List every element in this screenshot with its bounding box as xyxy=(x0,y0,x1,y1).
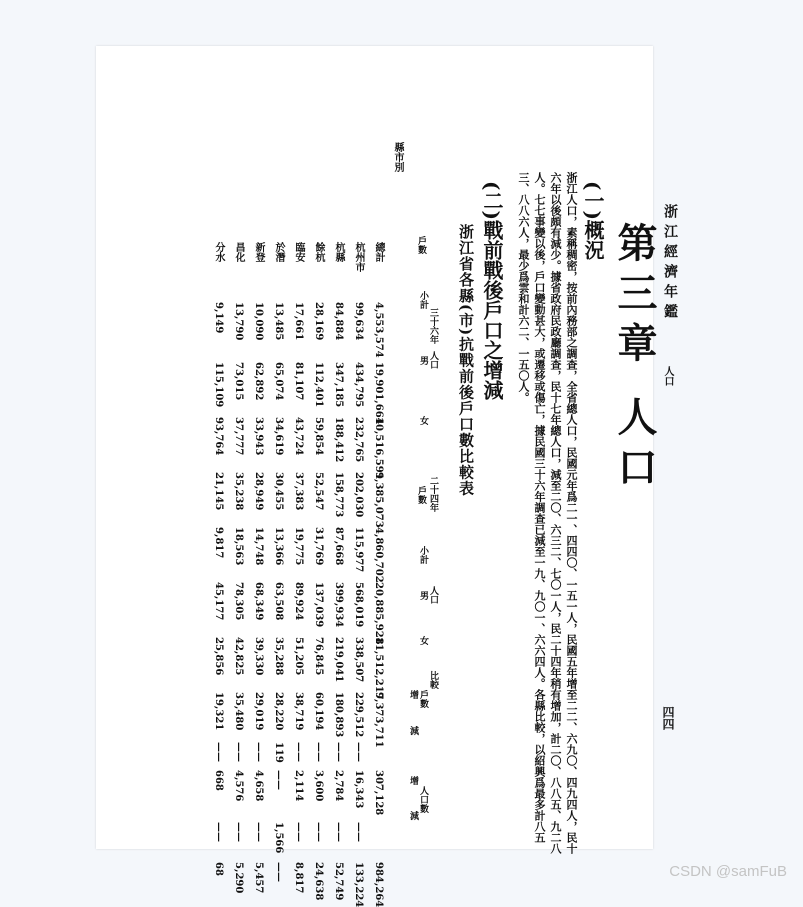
header-y24-hh: 戶數 xyxy=(416,486,426,504)
cell-female36: 158,773 xyxy=(333,472,344,518)
cell-pop-dec: 24,638 xyxy=(313,862,324,901)
cell-male36: 10,516,591 xyxy=(373,417,384,480)
cell-hh36: 9,149 xyxy=(213,302,224,334)
cell-hh36: 13,790 xyxy=(233,302,244,341)
cell-pop-inc: —— xyxy=(253,822,264,842)
running-header-section: 人口 xyxy=(662,366,673,386)
cell-hh24: 18,563 xyxy=(233,527,244,566)
cell-total36: 73,015 xyxy=(233,362,244,401)
cell-hh24: 13,366 xyxy=(273,527,284,566)
cell-hh-inc: —— xyxy=(353,742,364,762)
cell-pop-inc: —— xyxy=(313,822,324,842)
cell-hh-dec: 16,343 xyxy=(353,770,364,809)
header-cmp-hh-inc: 增 xyxy=(408,690,418,699)
header-y36-total: 小計 xyxy=(418,291,428,309)
cell-female24: 35,480 xyxy=(233,692,244,731)
cell-male36: 232,765 xyxy=(353,417,364,463)
cell-hh36: 99,634 xyxy=(353,302,364,341)
cell-male24: 42,825 xyxy=(233,637,244,676)
table-row xyxy=(213,142,235,876)
chapter-title: 第三章 人口 xyxy=(611,222,658,496)
cell-county: 臨安 xyxy=(293,242,304,262)
cell-pop-dec: 5,290 xyxy=(233,862,244,894)
section-heading-overview: (一)概況 xyxy=(581,181,605,260)
table-row xyxy=(333,142,355,901)
cell-county: 杭縣 xyxy=(333,242,344,262)
cell-total36: 112,401 xyxy=(313,362,324,408)
cell-female36: 35,238 xyxy=(233,472,244,511)
cell-female36: 9,385,073 xyxy=(373,472,384,528)
cell-pop-dec: 52,749 xyxy=(333,862,344,901)
cell-hh-dec: 4,658 xyxy=(253,770,264,802)
cell-hh-dec: 2,784 xyxy=(333,770,344,802)
header-y24-male: 男 xyxy=(418,591,428,600)
table-row xyxy=(353,142,375,907)
cell-hh36: 4,553,574 xyxy=(373,302,384,358)
cell-female24: 29,019 xyxy=(253,692,264,731)
cell-total36: 62,892 xyxy=(253,362,264,401)
cell-hh-inc: —— xyxy=(233,742,244,762)
cell-male24: 76,845 xyxy=(313,637,324,676)
cell-total36: 81,107 xyxy=(293,362,304,401)
cell-male24: 39,330 xyxy=(253,637,264,676)
cell-hh36: 17,661 xyxy=(293,302,304,341)
cell-pop-dec: 5,457 xyxy=(253,862,264,894)
cell-hh-inc: —— xyxy=(293,742,304,762)
cell-female36: 21,145 xyxy=(213,472,224,511)
cell-male24: 219,041 xyxy=(333,637,344,683)
cell-hh-dec: 4,576 xyxy=(233,770,244,802)
cell-county: 於潛 xyxy=(273,242,284,262)
header-y24: 二十四年 xyxy=(428,476,438,512)
cell-total24: 68,349 xyxy=(253,582,264,621)
cell-hh24: 9,817 xyxy=(213,527,224,559)
cell-total24: 399,934 xyxy=(333,582,344,628)
cell-total24: 89,924 xyxy=(293,582,304,621)
cell-total24: 20,885,928 xyxy=(373,582,384,645)
cell-total36: 65,074 xyxy=(273,362,284,401)
cell-pop-inc: —— xyxy=(213,822,224,842)
cell-female36: 52,547 xyxy=(313,472,324,511)
cell-pop-inc: —— xyxy=(293,822,304,842)
table-row xyxy=(313,142,335,901)
cell-total36: 115,109 xyxy=(213,362,224,408)
cell-hh-dec: 307,128 xyxy=(373,770,384,816)
cell-county: 昌化 xyxy=(233,242,244,262)
cell-pop-inc: —— xyxy=(353,822,364,842)
header-y24-pop: 人口 xyxy=(428,586,438,604)
cell-pop-dec: —— xyxy=(273,862,284,882)
header-cmp-pop: 人口數 xyxy=(418,786,428,813)
header-y36-female: 女 xyxy=(418,416,428,425)
watermark: CSDN @samFuB xyxy=(669,863,787,880)
header-compare: 比較 xyxy=(428,671,438,689)
cell-total24: 45,177 xyxy=(213,582,224,621)
cell-hh-dec: 2,114 xyxy=(293,770,304,802)
cell-pop-inc: 1,566 xyxy=(273,822,284,854)
cell-male36: 34,619 xyxy=(273,417,284,456)
cell-hh24: 4,860,702 xyxy=(373,527,384,583)
cell-female36: 202,030 xyxy=(353,472,364,518)
cell-county: 總計 xyxy=(373,242,384,262)
cell-county: 新登 xyxy=(253,242,264,262)
cell-hh-inc: 119 xyxy=(273,742,284,763)
cell-total36: 347,185 xyxy=(333,362,344,408)
cell-total36: 19,901,664 xyxy=(373,362,384,425)
cell-total24: 137,039 xyxy=(313,582,324,628)
cell-female36: 30,455 xyxy=(273,472,284,511)
table-row xyxy=(373,142,395,907)
table-row xyxy=(293,142,315,894)
section-heading-change: (二)戰前戰後戶口之增減 xyxy=(480,181,504,400)
cell-female24: 19,321 xyxy=(213,692,224,731)
cell-female36: 28,949 xyxy=(253,472,264,511)
cell-male36: 33,943 xyxy=(253,417,264,456)
header-y36-hh: 戶數 xyxy=(416,236,426,254)
table-row xyxy=(253,142,275,894)
cell-hh-dec: —— xyxy=(273,770,284,790)
cell-total24: 78,305 xyxy=(233,582,244,621)
cell-pop-dec: 984,264 xyxy=(373,862,384,907)
cell-female24: 38,719 xyxy=(293,692,304,731)
cell-pop-inc: —— xyxy=(333,822,344,842)
cell-male24: 25,856 xyxy=(213,637,224,676)
cell-female24: 28,220 xyxy=(273,692,284,731)
cell-male36: 37,777 xyxy=(233,417,244,456)
cell-hh24: 31,769 xyxy=(313,527,324,566)
header-y36: 三十六年 xyxy=(428,308,438,344)
page-number: 四四 xyxy=(661,706,675,730)
header-cmp-hh: 戶數 xyxy=(418,690,428,708)
header-county: 縣市別 xyxy=(392,142,403,172)
cell-male24: 51,205 xyxy=(293,637,304,676)
cell-county: 餘杭 xyxy=(313,242,324,262)
cell-female24: 229,512 xyxy=(353,692,364,738)
table-title: 浙江省各縣(市)抗戰前後戶口數比較表 xyxy=(457,224,475,497)
cell-hh-inc: —— xyxy=(313,742,324,762)
cell-pop-inc: —— xyxy=(233,822,244,842)
cell-pop-dec: 133,224 xyxy=(353,862,364,907)
cell-total24: 63,508 xyxy=(273,582,284,621)
cell-pop-dec: 8,817 xyxy=(293,862,304,894)
cell-hh24: 115,977 xyxy=(353,527,364,573)
cell-hh24: 19,775 xyxy=(293,527,304,566)
cell-male24: 35,288 xyxy=(273,637,284,676)
cell-pop-dec: 68 xyxy=(213,862,224,876)
cell-male36: 188,412 xyxy=(333,417,344,463)
cell-total24: 568,019 xyxy=(353,582,364,628)
table-row xyxy=(273,142,295,882)
cell-hh36: 28,169 xyxy=(313,302,324,341)
table-row xyxy=(233,142,255,894)
cell-female36: 37,383 xyxy=(293,472,304,511)
cell-hh36: 10,090 xyxy=(253,302,264,341)
cell-female24: 9,373,711 xyxy=(373,692,384,748)
cell-hh-inc: —— xyxy=(333,742,344,762)
header-y36-male: 男 xyxy=(418,356,428,365)
cell-hh24: 14,748 xyxy=(253,527,264,566)
cell-male36: 43,724 xyxy=(293,417,304,456)
cell-male36: 93,764 xyxy=(213,417,224,456)
header-y36-pop: 人口 xyxy=(428,351,438,369)
cell-hh-dec: 3,600 xyxy=(313,770,324,802)
cell-hh-dec: 668 xyxy=(213,770,224,791)
cell-hh36: 84,884 xyxy=(333,302,344,341)
cell-female24: 60,194 xyxy=(313,692,324,731)
cell-hh-inc: —— xyxy=(213,742,224,762)
cell-hh-inc: —— xyxy=(253,742,264,762)
header-cmp-pop-inc: 增 xyxy=(408,776,418,785)
cell-hh24: 87,668 xyxy=(333,527,344,566)
cell-county: 杭州市 xyxy=(353,242,364,272)
cell-male24: 338,507 xyxy=(353,637,364,683)
header-y24-total: 小計 xyxy=(418,546,428,564)
overview-paragraph: 浙江人口，素稱稠密，按前內務部之調查，全省總人口，民國元年爲二一、四四〇、一五一人，民國五年增至二二、六九〇、四九四人，民十六年以後頗有減少。據省政府民政廳調查，民十七年總人口，減至二〇、六三二、七〇一人，民二十四年稍有增加，計二〇、八八五、九二八人。七七事變以後，戶口變動甚大，或遷移或傷亡，據民國三十六年調查已減至一九、九〇一、六六四人。各縣比較，以紹興爲最多計八五三、八八六人，最少爲雲和計六二、一五〇人。 xyxy=(517,172,578,854)
header-cmp-pop-dec: 減 xyxy=(408,811,418,820)
cell-male24: 11,512,217 xyxy=(373,637,384,700)
header-y24-female: 女 xyxy=(418,636,428,645)
scanned-page xyxy=(96,46,678,907)
cell-hh36: 13,485 xyxy=(273,302,284,341)
cell-county: 分水 xyxy=(213,242,224,262)
running-header-title: 浙江經濟年鑑 xyxy=(662,204,678,324)
cell-male36: 59,854 xyxy=(313,417,324,456)
cell-female24: 180,893 xyxy=(333,692,344,738)
header-cmp-hh-dec: 減 xyxy=(408,726,418,735)
cell-total36: 434,795 xyxy=(353,362,364,408)
